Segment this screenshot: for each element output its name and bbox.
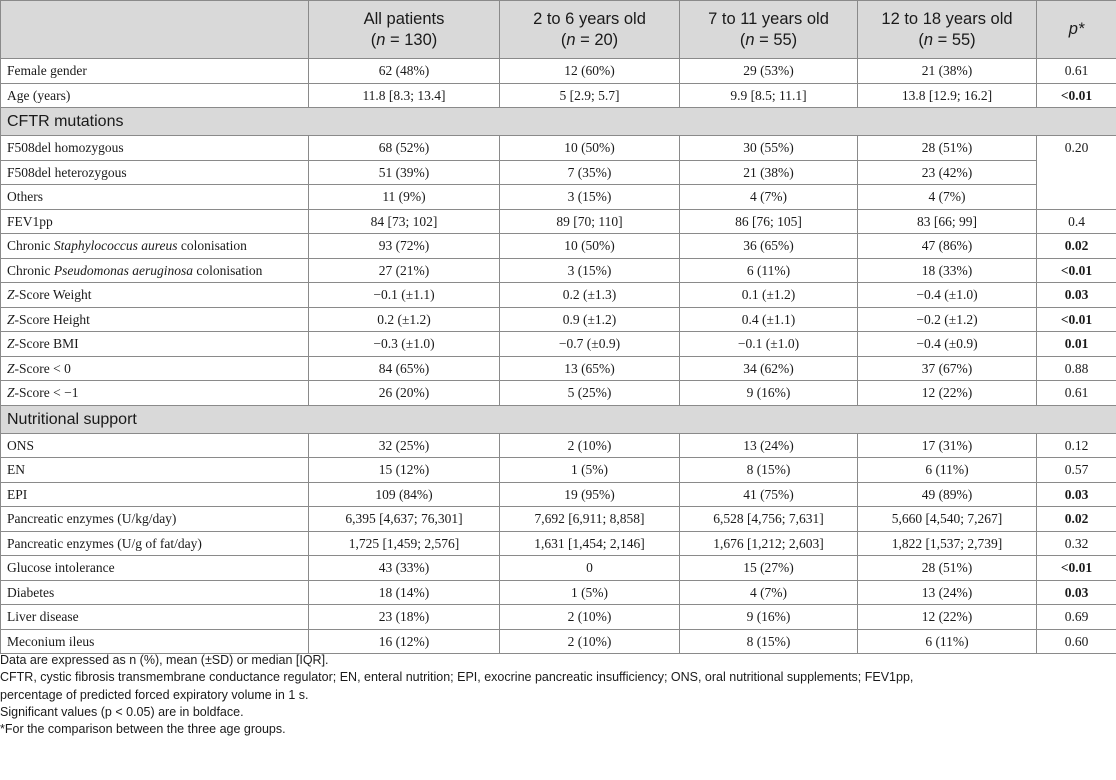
value-12-to-18: −0.4 (±0.9)	[858, 332, 1037, 357]
p-value: 0.12	[1037, 433, 1116, 458]
table-footnotes	[0, 652, 1112, 738]
value-all-patients: 15 (12%)	[309, 458, 500, 483]
value-7-to-11: 15 (27%)	[680, 556, 858, 581]
header-row	[1, 1, 1116, 59]
value-12-to-18: −0.4 (±1.0)	[858, 283, 1037, 308]
table-row	[1, 83, 1116, 108]
table-row	[1, 307, 1116, 332]
value-2-to-6: 1 (5%)	[500, 580, 680, 605]
p-value: 0.02	[1037, 234, 1116, 259]
header-p-value-label: p*	[1068, 20, 1085, 38]
table-row	[1, 605, 1116, 630]
value-7-to-11: 9 (16%)	[680, 605, 858, 630]
value-12-to-18: 12 (22%)	[858, 605, 1037, 630]
value-7-to-11: 8 (15%)	[680, 629, 858, 654]
header-12-to-18	[858, 1, 1037, 59]
value-all-patients: 43 (33%)	[309, 556, 500, 581]
value-all-patients: 23 (18%)	[309, 605, 500, 630]
row-label	[1, 234, 309, 259]
section-row	[1, 405, 1116, 433]
value-2-to-6: 12 (60%)	[500, 59, 680, 84]
value-all-patients: 11 (9%)	[309, 185, 500, 210]
value-12-to-18: 37 (67%)	[858, 356, 1037, 381]
section-label: Nutritional support	[1, 405, 1116, 433]
footnote-line: CFTR, cystic fibrosis transmembrane conductance regulator; EN, enteral nutrition; EPI, exocrine pancreatic insufficiency; ONS, oral nutritional supplements; FEV1pp,	[0, 670, 914, 685]
row-label: Pancreatic enzymes (U/kg/day)	[1, 507, 309, 532]
value-12-to-18: 1,822 [1,537; 2,739]	[858, 531, 1037, 556]
p-value: 0.02	[1037, 507, 1116, 532]
table-row	[1, 356, 1116, 381]
value-12-to-18: 12 (22%)	[858, 381, 1037, 406]
row-label: F508del homozygous	[1, 136, 309, 161]
value-all-patients: 6,395 [4,637; 76,301]	[309, 507, 500, 532]
value-all-patients: −0.1 (±1.1)	[309, 283, 500, 308]
row-label-suffix: -Score < −1	[14, 385, 79, 401]
table-row	[1, 580, 1116, 605]
header-p-value	[1037, 1, 1116, 59]
p-value: <0.01	[1037, 83, 1116, 108]
value-all-patients: 62 (48%)	[309, 59, 500, 84]
row-label-suffix: -Score < 0	[14, 360, 71, 376]
row-label-suffix: colonisation	[177, 238, 247, 254]
value-2-to-6: 3 (15%)	[500, 185, 680, 210]
table-row	[1, 185, 1116, 210]
value-12-to-18: 13 (24%)	[858, 580, 1037, 605]
value-7-to-11: 30 (55%)	[680, 136, 858, 161]
row-label: Liver disease	[1, 605, 309, 630]
value-all-patients: 84 [73; 102]	[309, 209, 500, 234]
table-row	[1, 629, 1116, 654]
table-row	[1, 160, 1116, 185]
row-label: EPI	[1, 482, 309, 507]
row-label: Age (years)	[1, 83, 309, 108]
value-2-to-6: 89 [70; 110]	[500, 209, 680, 234]
p-value: <0.01	[1037, 307, 1116, 332]
value-7-to-11: 0.4 (±1.1)	[680, 307, 858, 332]
value-7-to-11: −0.1 (±1.0)	[680, 332, 858, 357]
value-7-to-11: 0.1 (±1.2)	[680, 283, 858, 308]
value-all-patients: 51 (39%)	[309, 160, 500, 185]
header-label-column	[1, 1, 309, 59]
value-2-to-6: 2 (10%)	[500, 629, 680, 654]
header-7-to-11	[680, 1, 858, 59]
table-row	[1, 332, 1116, 357]
value-7-to-11: 41 (75%)	[680, 482, 858, 507]
row-label: Female gender	[1, 59, 309, 84]
value-all-patients: 26 (20%)	[309, 381, 500, 406]
value-2-to-6: 3 (15%)	[500, 258, 680, 283]
value-all-patients: 16 (12%)	[309, 629, 500, 654]
value-7-to-11: 13 (24%)	[680, 433, 858, 458]
row-label: ONS	[1, 433, 309, 458]
value-all-patients: 32 (25%)	[309, 433, 500, 458]
table-body	[1, 59, 1116, 654]
value-2-to-6: 5 (25%)	[500, 381, 680, 406]
row-label-italic: Pseudomonas aeruginosa	[53, 262, 193, 278]
row-label-prefix: Chronic	[7, 238, 54, 254]
value-2-to-6: 7 (35%)	[500, 160, 680, 185]
value-all-patients: 27 (21%)	[309, 258, 500, 283]
p-value: 0.32	[1037, 531, 1116, 556]
row-label: Meconium ileus	[1, 629, 309, 654]
table-row	[1, 59, 1116, 84]
value-2-to-6: 0.2 (±1.3)	[500, 283, 680, 308]
value-12-to-18: 13.8 [12.9; 16.2]	[858, 83, 1037, 108]
p-value: 0.03	[1037, 283, 1116, 308]
value-7-to-11: 4 (7%)	[680, 185, 858, 210]
table-row	[1, 433, 1116, 458]
table-row	[1, 458, 1116, 483]
header-all-patients-n: (n = 130)	[370, 30, 438, 49]
table-row	[1, 258, 1116, 283]
p-value: 0.03	[1037, 482, 1116, 507]
row-label	[1, 356, 309, 381]
p-value: 0.61	[1037, 381, 1116, 406]
row-label-italic: Z	[7, 287, 15, 303]
row-label: FEV1pp	[1, 209, 309, 234]
value-12-to-18: 6 (11%)	[858, 629, 1037, 654]
value-all-patients: −0.3 (±1.0)	[309, 332, 500, 357]
value-all-patients: 93 (72%)	[309, 234, 500, 259]
header-2-to-6-title: 2 to 6 years old	[533, 9, 646, 28]
p-value: 0.4	[1037, 209, 1116, 234]
p-value: 0.03	[1037, 580, 1116, 605]
value-12-to-18: 28 (51%)	[858, 136, 1037, 161]
p-value: 0.60	[1037, 629, 1116, 654]
p-value: <0.01	[1037, 556, 1116, 581]
value-12-to-18: −0.2 (±1.2)	[858, 307, 1037, 332]
value-all-patients: 84 (65%)	[309, 356, 500, 381]
row-label: Pancreatic enzymes (U/g of fat/day)	[1, 531, 309, 556]
value-2-to-6: 2 (10%)	[500, 605, 680, 630]
header-2-to-6	[500, 1, 680, 59]
value-all-patients: 68 (52%)	[309, 136, 500, 161]
header-all-patients	[309, 1, 500, 59]
row-label	[1, 307, 309, 332]
value-12-to-18: 4 (7%)	[858, 185, 1037, 210]
value-all-patients: 11.8 [8.3; 13.4]	[309, 83, 500, 108]
header-12-to-18-n: (n = 55)	[918, 30, 976, 49]
value-7-to-11: 6 (11%)	[680, 258, 858, 283]
value-2-to-6: 13 (65%)	[500, 356, 680, 381]
row-label-italic: Z	[7, 311, 15, 327]
footnote-line: Data are expressed as n (%), mean (±SD) or median [IQR].	[0, 653, 329, 667]
value-7-to-11: 4 (7%)	[680, 580, 858, 605]
value-12-to-18: 23 (42%)	[858, 160, 1037, 185]
row-label-suffix: -Score Weight	[14, 287, 92, 303]
row-label: Others	[1, 185, 309, 210]
value-7-to-11: 8 (15%)	[680, 458, 858, 483]
value-12-to-18: 6 (11%)	[858, 458, 1037, 483]
row-label: F508del heterozygous	[1, 160, 309, 185]
row-label	[1, 283, 309, 308]
value-2-to-6: 1,631 [1,454; 2,146]	[500, 531, 680, 556]
row-label-suffix: -Score Height	[14, 311, 90, 327]
header-7-to-11-n: (n = 55)	[739, 30, 798, 49]
row-label: Diabetes	[1, 580, 309, 605]
row-label-suffix: -Score BMI	[14, 336, 79, 352]
p-value: 0.20	[1037, 136, 1116, 210]
value-all-patients: 1,725 [1,459; 2,576]	[309, 531, 500, 556]
p-value: 0.61	[1037, 59, 1116, 84]
value-7-to-11: 21 (38%)	[680, 160, 858, 185]
p-value: <0.01	[1037, 258, 1116, 283]
row-label: Glucose intolerance	[1, 556, 309, 581]
value-12-to-18: 47 (86%)	[858, 234, 1037, 259]
value-12-to-18: 49 (89%)	[858, 482, 1037, 507]
value-all-patients: 109 (84%)	[309, 482, 500, 507]
table-row	[1, 209, 1116, 234]
row-label-prefix: Chronic	[7, 262, 54, 278]
value-2-to-6: 10 (50%)	[500, 234, 680, 259]
row-label-italic: Z	[7, 385, 15, 401]
p-value: 0.01	[1037, 332, 1116, 357]
value-7-to-11: 34 (62%)	[680, 356, 858, 381]
value-all-patients: 18 (14%)	[309, 580, 500, 605]
footnote-line: Significant values (p < 0.05) are in boldface.	[0, 704, 244, 719]
value-2-to-6: −0.7 (±0.9)	[500, 332, 680, 357]
table-row	[1, 234, 1116, 259]
value-7-to-11: 9.9 [8.5; 11.1]	[680, 83, 858, 108]
header-all-patients-title: All patients	[363, 9, 445, 28]
value-7-to-11: 86 [76; 105]	[680, 209, 858, 234]
value-2-to-6: 7,692 [6,911; 8,858]	[500, 507, 680, 532]
value-12-to-18: 21 (38%)	[858, 59, 1037, 84]
row-label-italic: Z	[7, 336, 15, 352]
value-all-patients: 0.2 (±1.2)	[309, 307, 500, 332]
header-12-to-18-title: 12 to 18 years old	[881, 9, 1013, 28]
p-value: 0.69	[1037, 605, 1116, 630]
table-row	[1, 136, 1116, 161]
section-label: CFTR mutations	[1, 108, 1116, 136]
value-2-to-6: 5 [2.9; 5.7]	[500, 83, 680, 108]
row-label: EN	[1, 458, 309, 483]
table-row	[1, 482, 1116, 507]
value-2-to-6: 19 (95%)	[500, 482, 680, 507]
p-value: 0.57	[1037, 458, 1116, 483]
value-7-to-11: 1,676 [1,212; 2,603]	[680, 531, 858, 556]
value-12-to-18: 17 (31%)	[858, 433, 1037, 458]
row-label-italic: Staphylococcus aureus	[53, 238, 178, 254]
value-7-to-11: 36 (65%)	[680, 234, 858, 259]
footnote-line: *For the comparison between the three age groups.	[0, 722, 286, 737]
row-label	[1, 332, 309, 357]
table-row	[1, 556, 1116, 581]
row-label-italic: Z	[7, 360, 15, 376]
row-label-suffix: colonisation	[193, 262, 263, 278]
value-7-to-11: 6,528 [4,756; 7,631]	[680, 507, 858, 532]
footnote-line: percentage of predicted forced expiratory volume in 1 s.	[0, 687, 309, 702]
value-7-to-11: 9 (16%)	[680, 381, 858, 406]
row-label	[1, 258, 309, 283]
value-12-to-18: 28 (51%)	[858, 556, 1037, 581]
section-row	[1, 108, 1116, 136]
table-row	[1, 531, 1116, 556]
table-row	[1, 507, 1116, 532]
table-row	[1, 283, 1116, 308]
value-12-to-18: 5,660 [4,540; 7,267]	[858, 507, 1037, 532]
value-2-to-6: 10 (50%)	[500, 136, 680, 161]
value-12-to-18: 18 (33%)	[858, 258, 1037, 283]
p-value: 0.88	[1037, 356, 1116, 381]
value-7-to-11: 29 (53%)	[680, 59, 858, 84]
header-2-to-6-n: (n = 20)	[560, 30, 619, 49]
value-12-to-18: 83 [66; 99]	[858, 209, 1037, 234]
value-2-to-6: 2 (10%)	[500, 433, 680, 458]
value-2-to-6: 0.9 (±1.2)	[500, 307, 680, 332]
header-7-to-11-title: 7 to 11 years old	[708, 9, 829, 28]
table-row	[1, 381, 1116, 406]
value-2-to-6: 0	[500, 556, 680, 581]
value-2-to-6: 1 (5%)	[500, 458, 680, 483]
row-label	[1, 381, 309, 406]
